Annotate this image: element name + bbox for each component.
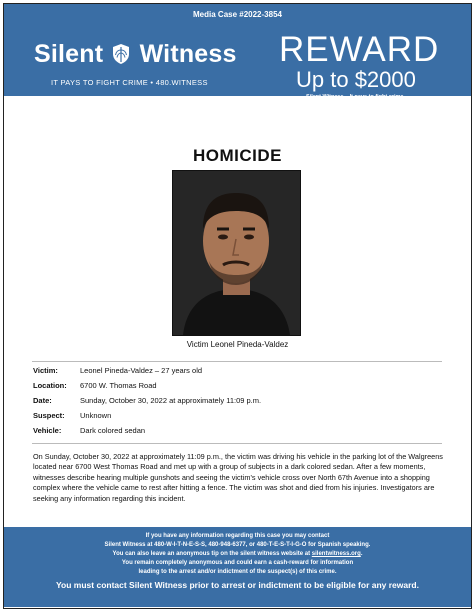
detail-label: Vehicle: bbox=[33, 426, 62, 435]
detail-value: Sunday, October 30, 2022 at approximately 11:09 p.m. bbox=[80, 396, 262, 405]
victim-photo bbox=[172, 170, 301, 336]
reward-amount: Up to $2000 bbox=[296, 67, 416, 92]
detail-label: Victim: bbox=[33, 366, 58, 375]
header-banner bbox=[4, 4, 471, 100]
reward-title: REWARD bbox=[279, 30, 440, 69]
media-case-number: Media Case #2022-3854 bbox=[193, 10, 282, 19]
brand-right: Witness bbox=[139, 40, 237, 68]
detail-label: Suspect: bbox=[33, 411, 65, 420]
detail-value: 6700 W. Thomas Road bbox=[80, 381, 157, 390]
footer-website-period: . bbox=[360, 551, 363, 557]
contact-footer bbox=[4, 527, 471, 607]
silent-witness-logo bbox=[34, 40, 237, 69]
detail-value: Leonel Pineda-Valdez – 27 years old bbox=[80, 366, 203, 375]
detail-value: Dark colored sedan bbox=[80, 426, 146, 435]
detail-label: Date: bbox=[33, 396, 52, 405]
divider bbox=[32, 443, 442, 444]
divider bbox=[32, 361, 442, 362]
silent-witness-seal-icon bbox=[111, 43, 131, 65]
footer-eligibility-notice: You must contact Silent Witness prior to arrest or indictment to be eligible for any reward. bbox=[56, 580, 419, 590]
footer-website-line bbox=[4, 550, 471, 559]
footer-line: You remain completely anonymous and could earn a cash-reward for information bbox=[121, 560, 354, 566]
footer-line: If you have any information regarding this case you may contact bbox=[145, 533, 330, 539]
website-link[interactable]: silentwitness.org bbox=[311, 551, 361, 557]
footer-website-text: You can also leave an anonymous tip on the silent witness website at bbox=[112, 551, 312, 557]
detail-label: Location: bbox=[33, 381, 67, 390]
footer-phone-line: Silent Witness at 480-W-I-T-N-E-S-S, 480-948-6377, or 480-T-E-S-T-I-G-O for Spanish speaking. bbox=[104, 542, 371, 548]
detail-value: Unknown bbox=[80, 411, 112, 420]
crime-title: HOMICIDE bbox=[193, 146, 282, 165]
brand-left: Silent bbox=[34, 40, 104, 68]
victim-portrait-image bbox=[173, 171, 300, 335]
reward-tagline: Silent Witness – It pays to fight crime bbox=[306, 94, 404, 100]
case-narrative: On Sunday, October 30, 2022 at approximately 11:09 p.m., the victim was driving his vehicle in the parking lot of the Walgreens located near 6700 West Thomas Road and met up with a group of subjects in a dark colored sedan. After a few moments, witnesses describe hearing multiple gunshots and seeing the victim’s vehicle cross over North 67th Avenue into a shopping complex where the vehicle came to rest after hitting a fence. The victim was shot and died from his injuries. Investigators are seeking any information regarding this incident. bbox=[33, 452, 443, 503]
footer-line: leading to the arrest and/or indictment of the suspect(s) of this crime. bbox=[138, 569, 337, 575]
brand-tagline: IT PAYS TO FIGHT CRIME • 480.WITNESS bbox=[51, 78, 208, 87]
photo-caption: Victim Leonel Pineda-Valdez bbox=[186, 340, 289, 349]
